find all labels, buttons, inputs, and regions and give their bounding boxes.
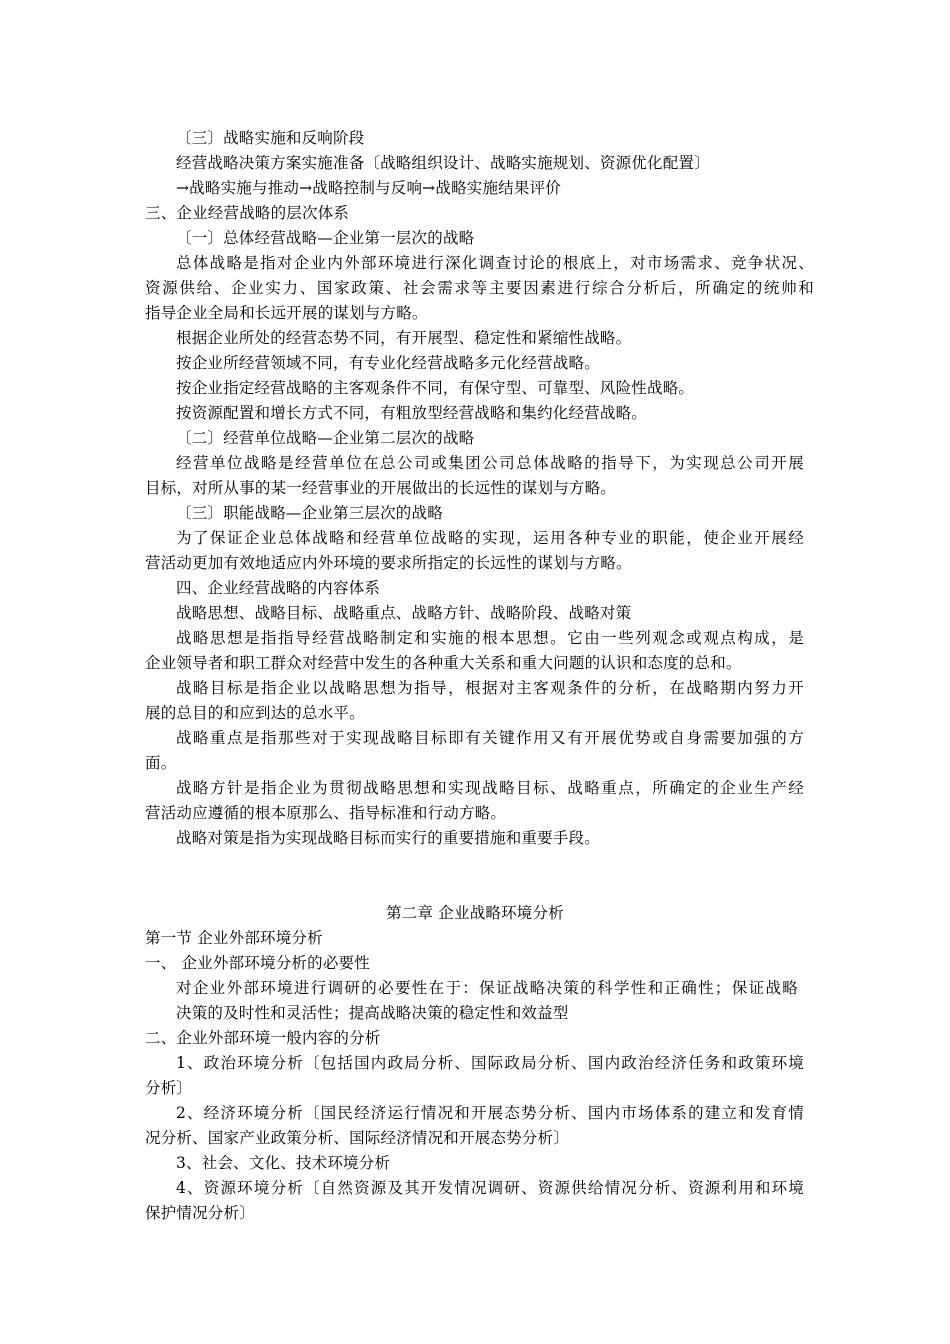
list-item: 3、社会、文化、技术环境分析 [176, 1154, 391, 1172]
paragraph-line: 经营单位战略是经营单位在总公司或集团公司总体战略的指导下，为实现总公司开展 [176, 454, 804, 472]
list-item: 2、经济环境分析〔国民经济运行情况和开展态势分析、国内市场体系的建立和发育情 [176, 1104, 804, 1122]
paragraph-line: 按企业指定经营战略的主客观条件不同，有保守型、可靠型、风险性战略。 [176, 379, 695, 397]
paragraph-line: 决策的及时性和灵活性；提高战略决策的稳定性和效益型 [176, 1004, 569, 1022]
heading-implementation-stage: 〔三〕战略实施和反响阶段 [176, 129, 365, 147]
paragraph-line: 为了保证企业总体战略和经营单位战略的实现，运用各种专业的职能，使企业开展经 [176, 529, 804, 547]
paragraph-line: 面。 [145, 754, 177, 772]
paragraph-line: 营活动更加有效地适应内外环境的要求所指定的长远性的谋划与方略。 [145, 554, 632, 572]
subheading-unit-strategy: 〔二〕经营单位战略—企业第二层次的战略 [176, 429, 475, 447]
list-item-continuation: 保护情况分析〕 [145, 1204, 255, 1222]
subheading-overall-strategy: 〔一〕总体经营战略—企业第一层次的战略 [176, 229, 475, 247]
paragraph-line: 经营战略决策方案实施准备〔战略组织设计、战略实施规划、资源优化配置〕 [176, 154, 710, 172]
list-item-continuation: 分析〕 [145, 1079, 193, 1097]
paragraph-line: 总体战略是指对企业内外部环境进行深化调查讨论的根底上，对市场需求、竞争状况、 [176, 254, 814, 272]
paragraph-line: 按企业所经营领域不同，有专业化经营战略多元化经营战略。 [176, 354, 600, 372]
paragraph-line: 战略目标是指企业以战略思想为指导，根据对主客观条件的分析，在战略期内努力开 [176, 679, 804, 697]
section-heading-general-content: 二、企业外部环境一般内容的分析 [145, 1029, 381, 1047]
section-heading-content-system: 四、企业经营战略的内容体系 [176, 579, 381, 597]
paragraph-line: 企业领导者和职工群众对经营中发生的各种重大关系和重大问题的认识和态度的总和。 [145, 654, 742, 672]
paragraph-line: 战略思想是指指导经营战略制定和实施的根本思想。它由一些列观念或观点构成，是 [176, 629, 804, 647]
paragraph-line: 战略对策是指为实现战略目标而实行的重要措施和重要手段。 [176, 829, 600, 847]
section-title: 第一节 企业外部环境分析 [145, 929, 323, 947]
paragraph-line: 对企业外部环境进行调研的必要性在于：保证战略决策的科学性和正确性；保证战略 [176, 979, 798, 997]
paragraph-line: 资源供给、企业实力、国家政策、社会需求等主要因素进行综合分析后，所确定的统帅和 [145, 279, 814, 297]
paragraph-line: 指导企业全局和长远开展的谋划与方略。 [145, 304, 428, 322]
subheading-functional-strategy: 〔三〕职能战略—企业第三层次的战略 [176, 504, 443, 522]
paragraph-line: →战略实施与推动→战略控制与反响→战略实施结果评价 [176, 179, 561, 197]
paragraph-line: 展的总目的和应到达的总水平。 [145, 704, 365, 722]
section-heading-necessity: 一、 企业外部环境分析的必要性 [145, 954, 370, 972]
paragraph-line: 战略重点是指那些对于实现战略目标即有关键作用又有开展优势或自身需要加强的方 [176, 729, 804, 747]
paragraph-line: 根据企业所处的经营态势不同，有开展型、稳定性和紧缩性战略。 [176, 329, 632, 347]
paragraph-line: 按资源配置和增长方式不同，有粗放型经营战略和集约化经营战略。 [176, 404, 648, 422]
section-heading-level-system: 三、企业经营战略的层次体系 [145, 204, 350, 222]
list-item: 4、资源环境分析〔自然资源及其开发情况调研、资源供给情况分析、资源利用和环境 [176, 1179, 804, 1197]
paragraph-line: 营活动应遵循的根本原那么、指导标准和行动方略。 [145, 804, 507, 822]
list-item-continuation: 况分析、国家产业政策分析、国际经济情况和开展态势分析〕 [145, 1129, 569, 1147]
paragraph-line: 战略方针是指企业为贯彻战略思想和实现战略目标、战略重点，所确定的企业生产经 [176, 779, 804, 797]
paragraph-line: 战略思想、战略目标、战略重点、战略方针、战略阶段、战略对策 [176, 604, 632, 622]
paragraph-line: 目标，对所从事的某一经营事业的开展做出的长远性的谋划与方略。 [145, 479, 617, 497]
chapter-title: 第二章 企业战略环境分析 [386, 904, 564, 922]
list-item: 1、政治环境分析〔包括国内政局分析、国际政局分析、国内政治经济任务和政策环境 [176, 1054, 804, 1072]
